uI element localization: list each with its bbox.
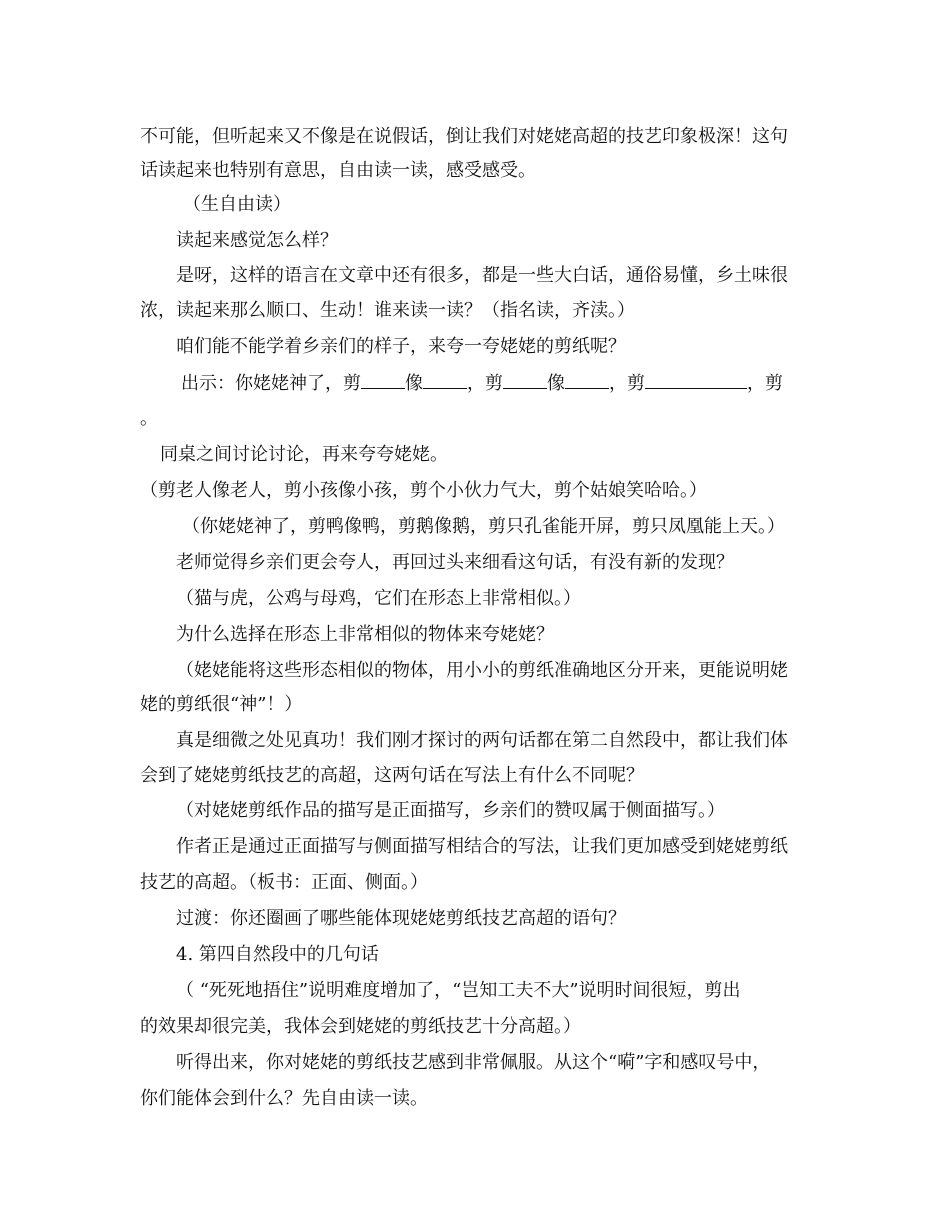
text-line-28: 你们能体会到什么？先自由读一读。	[140, 1088, 428, 1109]
fill-in-line	[181, 372, 783, 395]
text-line-9: 。	[140, 408, 158, 429]
text-line-6: 浓，读起来那么顺口、生动！谁来读一读？（指名读，齐渎。）	[140, 300, 635, 321]
fill-in-xiang-2: 像	[547, 373, 565, 394]
fill-in-xiang-1: 像	[405, 373, 423, 394]
text-line-14: （猫与虎，公鸡与母鸡，它们在形态上非常相似。）	[176, 588, 581, 609]
blank-3	[503, 372, 547, 389]
text-line-11: （剪老人像老人，剪小孩像小孩，剪个小伙力气大，剪个姑娘笑哈哈。）	[140, 480, 707, 501]
blank-4	[565, 372, 609, 389]
text-line-1: 不可能，但听起来又不像是在说假话，倒让我们对姥姥高超的技艺印象极深！这句	[140, 126, 788, 147]
text-line-22: 技艺的高超。（板书：正面、侧面。）	[140, 872, 428, 893]
blank-5	[645, 372, 747, 389]
text-line-25: （ “死死地捂住”说明难度增加了，“岂知工夫不大”说明时间很短，剪出	[176, 980, 741, 1001]
text-line-3: （生自由读）	[183, 194, 291, 215]
text-line-10: 同桌之间讨论讨论，再来夸夸姥姥。	[160, 444, 448, 465]
text-line-23: 过渡：你还圈画了哪些能体现姥姥剪纸技艺高超的语句？	[176, 908, 626, 929]
text-line-5: 是呀，这样的语言在文章中还有很多，都是一些大白话，通俗易懂，乡土味很	[176, 265, 788, 286]
text-line-7: 咱们能不能学着乡亲们的样子，来夸一夸姥姥的剪纸呢？	[176, 336, 626, 357]
text-line-18: 真是细微之处见真功！我们刚才探讨的两句话都在第二自然段中，都让我们体	[176, 730, 788, 751]
blank-1	[361, 372, 405, 389]
text-line-20: （对姥姥剪纸作品的描写是正面描写，乡亲们的赞叹属于侧面描写。）	[176, 800, 725, 821]
text-line-16: （姥姥能将这些形态相似的物体，用小小的剪纸准确地区分开来，更能说明姥	[176, 660, 788, 681]
fill-in-comma-1: ，剪	[467, 373, 503, 394]
text-line-27: 听得出来，你对姥姥的剪纸技艺感到非常佩服。从这个“嗬”字和感叹号中，	[176, 1052, 771, 1073]
text-line-24: 4. 第四自然段中的几句话	[176, 944, 379, 965]
fill-in-comma-3: ，剪	[747, 373, 783, 394]
fill-in-comma-2: ，剪	[609, 373, 645, 394]
text-line-19: 会到了姥姥剪纸技艺的高超，这两句话在写法上有什么不同呢？	[140, 765, 644, 786]
text-line-12: （你姥姥神了，剪鸭像鸭，剪鹅像鹅，剪只孔雀能开屏，剪只凤凰能上天。）	[182, 516, 785, 537]
text-line-13: 老师觉得乡亲们更会夸人，再回过头来细看这句话，有没有新的发现？	[176, 552, 734, 573]
text-line-4: 读起来感觉怎么样？	[176, 230, 338, 251]
fill-in-prefix: 出示：你姥姥神了，剪	[181, 373, 361, 394]
blank-2	[423, 372, 467, 389]
text-line-15: 为什么选择在形态上非常相似的物体来夸姥姥？	[176, 624, 554, 645]
text-line-17: 姥的剪纸很“神”！）	[140, 694, 303, 715]
text-line-2: 话读起来也特别有意思，自由读一读，感受感受。	[140, 160, 536, 181]
text-line-21: 作者正是通过正面描写与侧面描写相结合的写法，让我们更加感受到姥姥剪纸	[176, 836, 788, 857]
text-line-26: 的效果却很完美，我体会到姥姥的剪纸技艺十分高超。）	[140, 1016, 581, 1037]
